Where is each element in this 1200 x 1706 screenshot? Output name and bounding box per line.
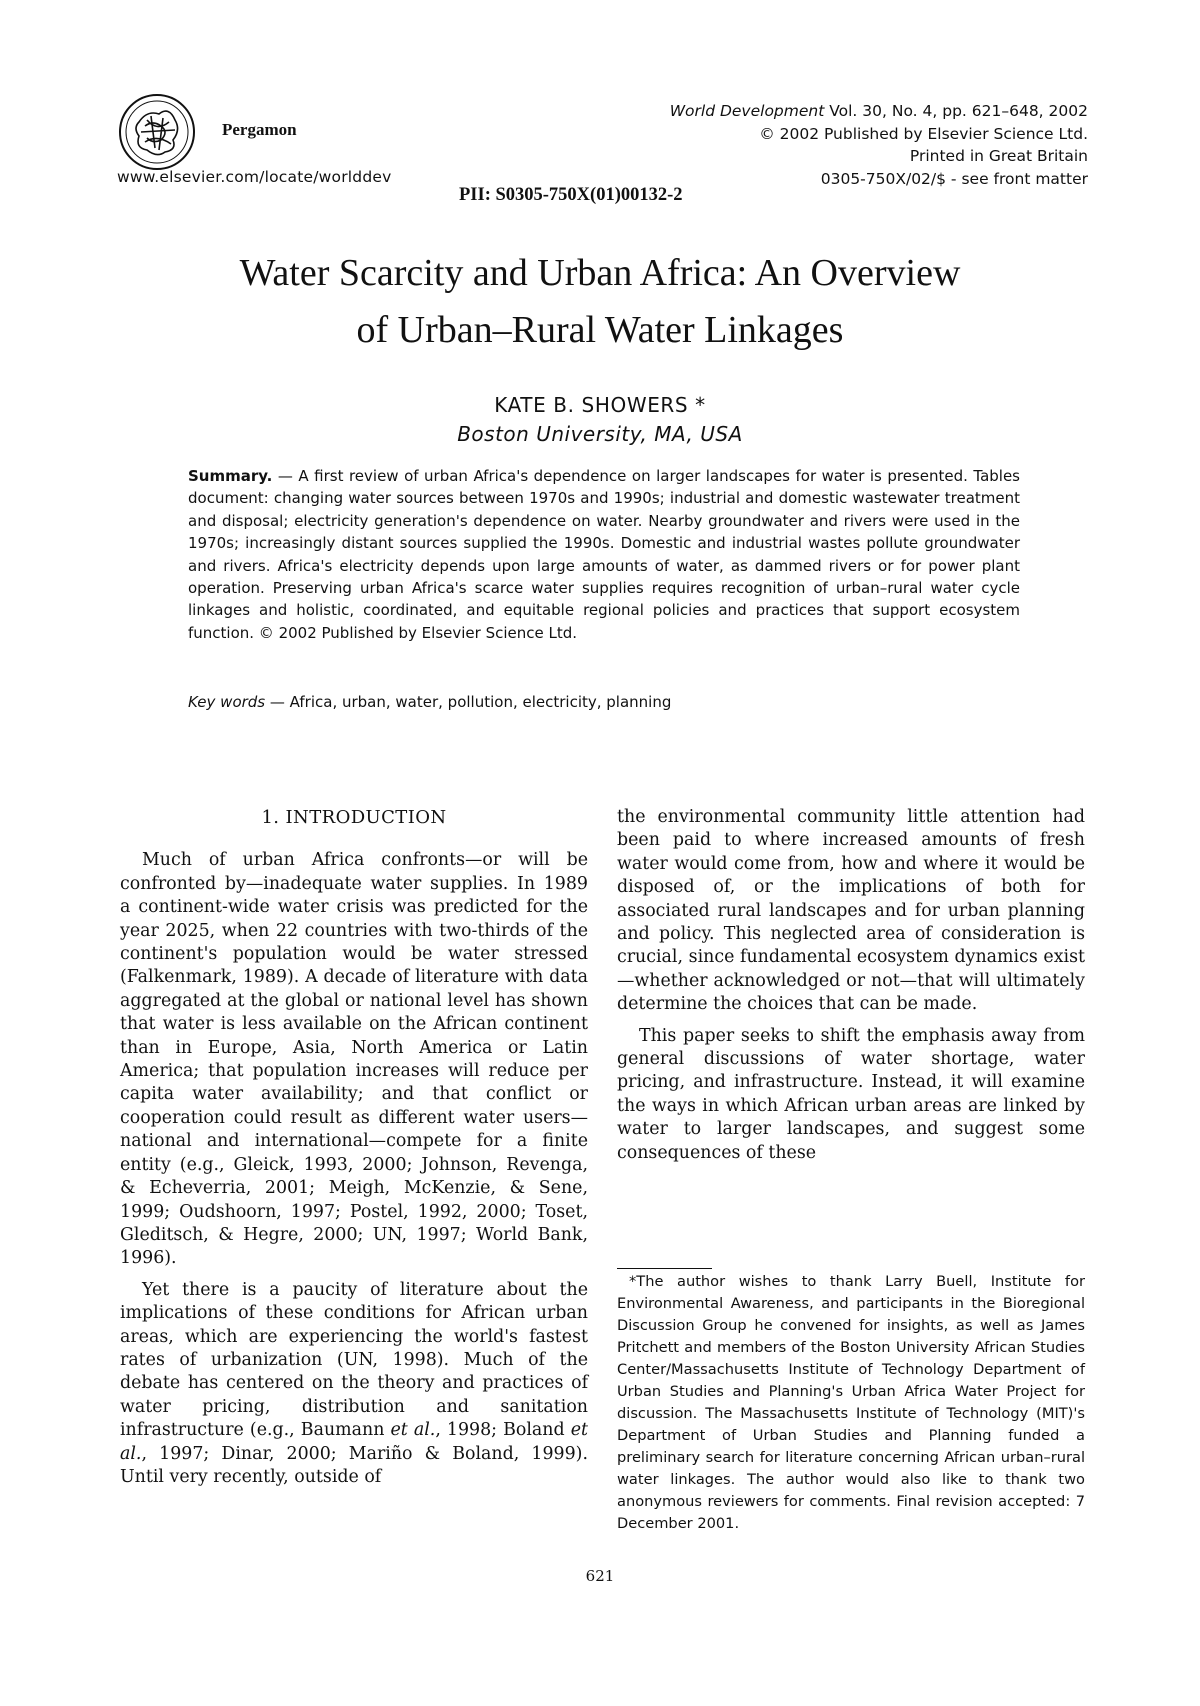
paragraph-text: Yet there is a paucity of literature about the implications of these conditions for African urban areas, which are experiencing the world's fastest rates of urbanization (UN, 1998). Much of the debate has centered on the theory and practices of water pricing, distribution and sanitation infrastructure (e.g., Baumann <box>120 1279 588 1441</box>
journal-info <box>670 100 1088 190</box>
page-number: 621 <box>585 1567 615 1585</box>
publisher-name: Pergamon <box>222 120 297 139</box>
pii-identifier: PII: S0305-750X(01)00132-2 <box>459 185 683 205</box>
paragraph-intro-2 <box>120 1279 588 1490</box>
pergamon-logo-icon <box>117 92 197 172</box>
paragraph-text: , 1997; Dinar, 2000; Mariño & Boland, 1999). Until very recently, outside of <box>120 1443 588 1487</box>
printed-line: Printed in Great Britain <box>909 147 1088 165</box>
issn-line: 0305-750X/02/$ - see front matter <box>820 169 1088 188</box>
paragraph-purpose: This paper seeks to shift the emphasis away from general discussions of water shortage, water pricing, and infrastructure. Instead, it will examine the ways in which African urban areas are linked by water to larger landscapes, and suggest some consequences of these <box>617 1025 1085 1163</box>
keywords <box>188 693 671 711</box>
abstract <box>188 465 1020 644</box>
article-title <box>100 245 1100 359</box>
right-column <box>617 806 1085 1165</box>
paragraph-intro-1: Much of urban Africa confronts—or will be confronted by—inadequate water supplies. In 1989 a continent-wide water crisis was predicted for the year 2025, when 22 countries with two-thirds of the continent's population would be water stressed (Falkenmark, 1989). A decade of literature with data aggregated at the global or national level has shown that water is less available on the African continent than in Europe, Asia, North America or Latin America; that population increases will reduce per capita water availability; and that conflict or cooperation could result as different water users—national and international—compete for a finite entity (e.g., Gleick, 1993, 2000; Johnson, Revenga, & Echeverria, 2001; Meigh, McKenzie, & Sene, 1999; Oudshoorn, 1997; Postel, 1992, 2000; Toset, Gleditsch, & Hegre, 2000; UN, 1997; World Bank, 1996). <box>120 850 588 1269</box>
summary-text: — A first review of urban Africa's dependence on larger landscapes for water is presented. Tables document: changing water sources between 1970s and 1990s; industrial and domestic wastewater treatment and disposal; electricity generation's dependence on water. Nearby groundwater and rivers were used in the 1970s; increasingly distant sources supplied the 1990s. Domestic and industrial wastes pollute groundwater and rivers. Africa's electricity depends upon large amounts of water, as dammed rivers or for power plant operation. Preserving urban Africa's scarce water supplies requires recognition of urban–rural water cycle linkages and holistic, coordinated, and equitable regional policies and practices that support ecosystem function. © 2002 Published by Elsevier Science Ltd. <box>188 467 1020 642</box>
title-line-1: Water Scarcity and Urban Africa: An Overview <box>239 252 961 294</box>
title-line-2: of Urban–Rural Water Linkages <box>356 309 844 351</box>
section-heading: 1. INTRODUCTION <box>261 807 447 828</box>
author-footnote: *The author wishes to thank Larry Buell, Institute for Environmental Awareness, and participants in the Bioregional Discussion Group he convened for insights, as well as James Pritchett and members of the Boston University African Studies Center/Massachusetts Institute of Technology Department of Urban Studies and Planning's Urban Africa Water Project for discussion. The Massachusetts Institute of Technology (MIT)'s Department of Urban Studies and Planning funded a preliminary search for literature concerning African urban–rural water linkages. The author would also like to thank two anonymous reviewers for comments. Final revision accepted: 7 December 2001. <box>617 1273 1085 1532</box>
citation-etal: et al. <box>390 1420 436 1441</box>
journal-url-link[interactable]: www.elsevier.com/locate/worlddev <box>117 168 392 186</box>
left-column <box>120 806 588 1489</box>
keywords-text: — Africa, urban, water, pollution, electricity, planning <box>265 693 672 711</box>
keywords-label: Key words <box>188 693 266 711</box>
paragraph-text: , 1998; Boland <box>435 1420 571 1441</box>
footnote-divider <box>617 1268 712 1269</box>
copyright-line: © 2002 Published by Elsevier Science Ltd. <box>759 124 1088 143</box>
summary-label: Summary. <box>188 467 273 485</box>
author-name: KATE B. SHOWERS * <box>494 393 706 417</box>
author-affiliation: Boston University, MA, USA <box>457 422 743 446</box>
journal-name: World Development <box>669 102 825 120</box>
citation-etal: et al. <box>120 1420 588 1464</box>
journal-citation <box>670 100 1088 123</box>
journal-volume: Vol. 30, No. 4, pp. 621–648, 2002 <box>824 102 1088 120</box>
paragraph-continued: the environmental community little attention had been paid to where increased amounts of fresh water would come from, how and where it would be disposed of, or the implications of both for associated rural landscapes and for urban planning and policy. This neglected area of consideration is crucial, since fundamental ecosystem dynamics exist—whether acknowledged or not—that will ultimately determine the choices that can be made. <box>617 807 1085 1015</box>
